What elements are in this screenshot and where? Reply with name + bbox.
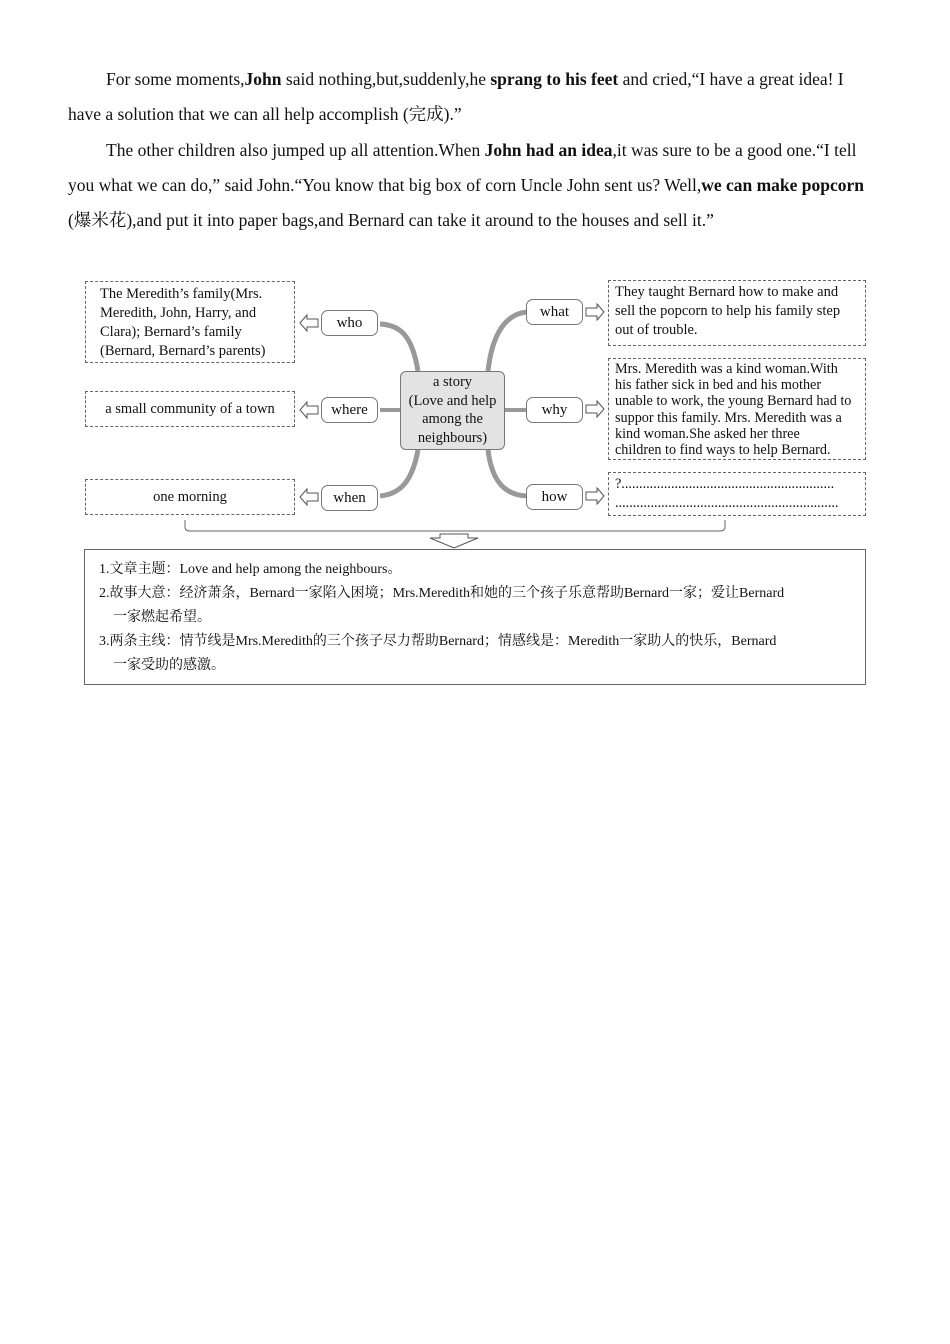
paragraph-1: For some moments,John said nothing,but,suddenly,he sprang to his feet and cried,“I have a great idea! I have a solution that we can all help accomplish (完成).” [68, 69, 844, 124]
branch-how [488, 450, 527, 496]
when-node: when [321, 485, 378, 511]
summary-threads-cont: 一家受助的感激。 [113, 658, 225, 673]
arrow-when [300, 489, 318, 505]
summary-plot-cont: 一家燃起希望。 [113, 610, 211, 625]
center-topic: a story (Love and help among the neighbours) [400, 371, 505, 450]
summary-plot: 2.故事大意：经济萧条，Bernard一家陷入困境；Mrs.Meredith和她的三个孩子乐意帮助Bernard一家；爱让Bernard [99, 586, 785, 601]
branch-when [380, 450, 418, 496]
what-answer: They taught Bernard how to make and sell the popcorn to help his family step out of trouble. [608, 280, 866, 346]
branch-what [488, 312, 527, 371]
summary-box [84, 549, 866, 685]
why-answer: Mrs. Meredith was a kind woman.With his father sick in bed and his mother unable to work, the young Bernard had to suppor this family. Mrs. Meredith was a kind woman.She asked her three children to find ways to help Bernard. [608, 358, 866, 460]
what-node: what [526, 299, 583, 325]
how-node: how [526, 484, 583, 510]
arrow-why [586, 401, 604, 417]
how-answer-blank: ?............................................................ ............................................................... [608, 472, 866, 516]
summary-threads: 3.两条主线：情节线是Mrs.Meredith的三个孩子尽力帮助Bernard；情感线是：Meredith一家助人的快乐，Bernard [99, 634, 777, 649]
arrow-how [586, 488, 604, 504]
arrow-where [300, 402, 318, 418]
arrow-who [300, 315, 318, 331]
who-answer: The Meredith’s family(Mrs. Meredith, John, Harry, and Clara); Bernard’s family (Bernard, Bernard’s parents) [85, 281, 295, 363]
when-answer: one morning [85, 479, 295, 515]
paragraph-2: The other children also jumped up all attention.When John had an idea,it was sure to be a good one.“I tell you what we can do,” said John.“You know that big box of corn Uncle John sent us? Well,we can make popcorn (爆米花),and put it into paper bags,and Bernard can take it around to the houses and sell it.” [68, 140, 865, 230]
bottom-brace [185, 520, 725, 531]
bold-popcorn: we can make popcorn [701, 175, 865, 195]
arrow-what [586, 304, 604, 320]
down-arrow-icon [430, 534, 478, 548]
who-node: who [321, 310, 378, 336]
bold-john: John [244, 69, 282, 89]
summary-theme: 1.文章主题：Love and help among the neighbours。 [99, 562, 402, 577]
bold-sprang: sprang to his feet [490, 69, 619, 89]
branch-who [380, 324, 418, 371]
why-node: why [526, 397, 583, 423]
bold-idea: John had an idea [484, 140, 613, 160]
where-answer: a small community of a town [85, 391, 295, 427]
where-node: where [321, 397, 378, 423]
